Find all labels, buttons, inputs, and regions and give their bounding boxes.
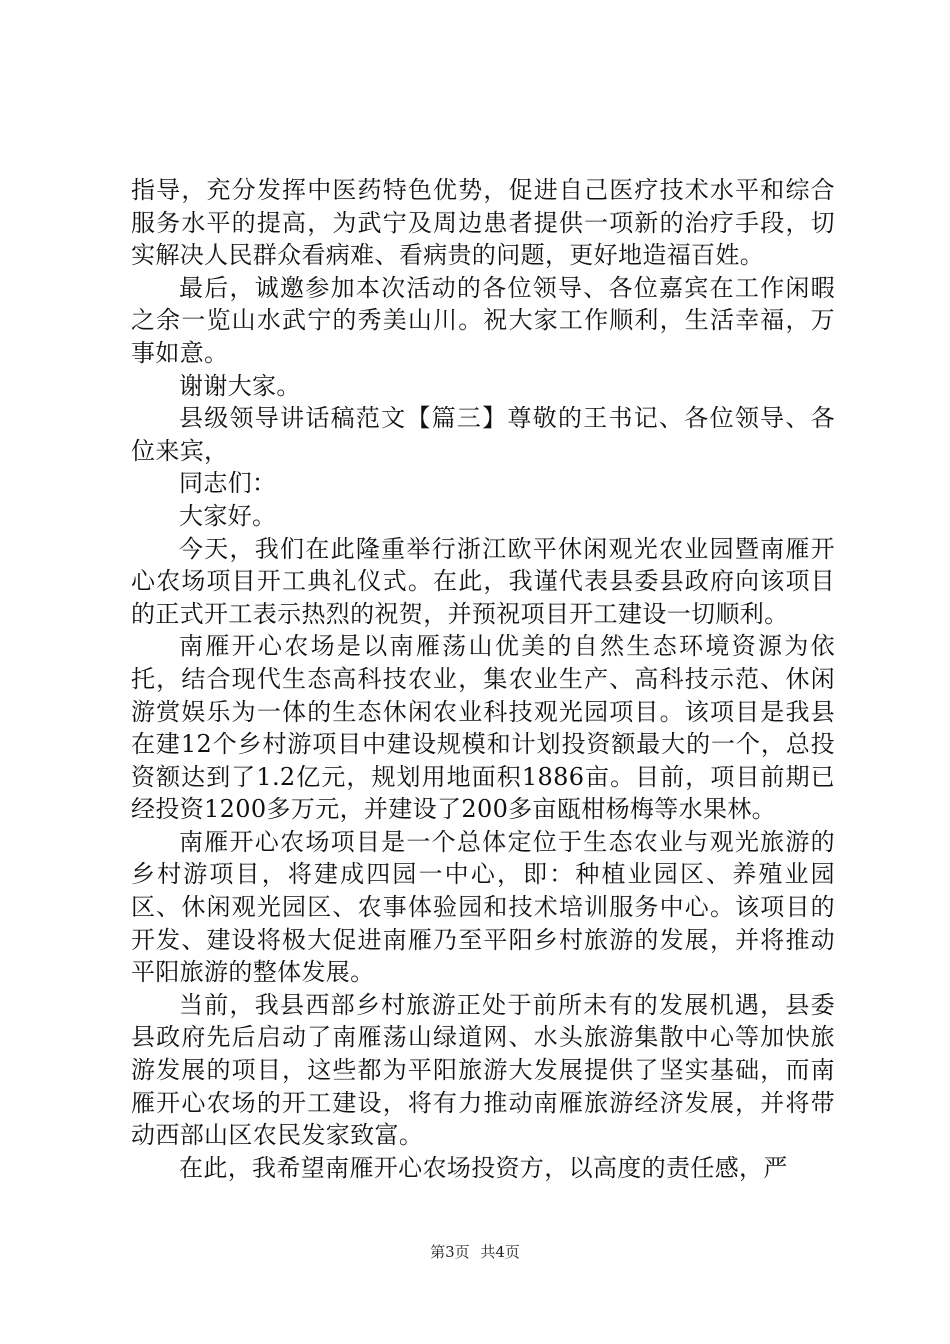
paragraph: 南雁开心农场项目是一个总体定位于生态农业与观光旅游的乡村游项目，将建成四园一中心，即：种植业园区、养殖业园区、休闲观光园区、农事体验园和技术培训服务中心。该项目的开发、建设将极大促进南雁乃至平阳乡村旅游的发展，并将推动平阳旅游的整体发展。 xyxy=(131,827,835,987)
total-pages: 共4页 xyxy=(480,1243,520,1261)
paragraph: 在此，我希望南雁开心农场投资方，以高度的责任感，严 xyxy=(179,1153,788,1182)
paragraph: 最后，诚邀参加本次活动的各位领导、各位嘉宾在工作闲暇之余一览山水武宁的秀美山川。祝大家工作顺利，生活幸福，万事如意。 xyxy=(131,273,835,367)
paragraph: 今天，我们在此隆重举行浙江欧平休闲观光农业园暨南雁开心农场项目开工典礼仪式。在此，我谨代表县委县政府向该项目的正式开工表示热烈的祝贺，并预祝项目开工建设一切顺利。 xyxy=(131,534,835,628)
page-footer xyxy=(0,1242,950,1262)
paragraph: 县级领导讲话稿范文【篇三】尊敬的王书记、各位领导、各位来宾， xyxy=(131,404,835,465)
paragraph: 同志们： xyxy=(179,469,277,498)
paragraph: 谢谢大家。 xyxy=(179,371,301,400)
paragraph: 当前，我县西部乡村旅游正处于前所未有的发展机遇，县委县政府先后启动了南雁荡山绿道网、水头旅游集散中心等加快旅游发展的项目，这些都为平阳旅游大发展提供了坚实基础，而南雁开心农场的开工建设，将有力推动南雁旅游经济发展，并将带动西部山区农民发家致富。 xyxy=(131,990,835,1150)
paragraph: 指导，充分发挥中医药特色优势，促进自己医疗技术水平和综合服务水平的提高，为武宁及周边患者提供一项新的治疗手段，切实解决人民群众看病难、看病贵的问题，更好地造福百姓。 xyxy=(131,176,835,270)
paragraph: 南雁开心农场是以南雁荡山优美的自然生态环境资源为依托，结合现代生态高科技农业，集农业生产、高科技示范、休闲游赏娱乐为一体的生态休闲农业科技观光园项目。该项目是我县在建12个乡村游项目中建设规模和计划投资额最大的一个，总投资额达到了1.2亿元，规划用地面积1886亩。目前，项目前期已经投资1200多万元，并建设了200多亩瓯柑杨梅等水果林。 xyxy=(131,632,835,824)
paragraph: 大家好。 xyxy=(179,501,277,530)
document-body xyxy=(131,174,835,1184)
page-number: 第3页 xyxy=(430,1243,470,1261)
